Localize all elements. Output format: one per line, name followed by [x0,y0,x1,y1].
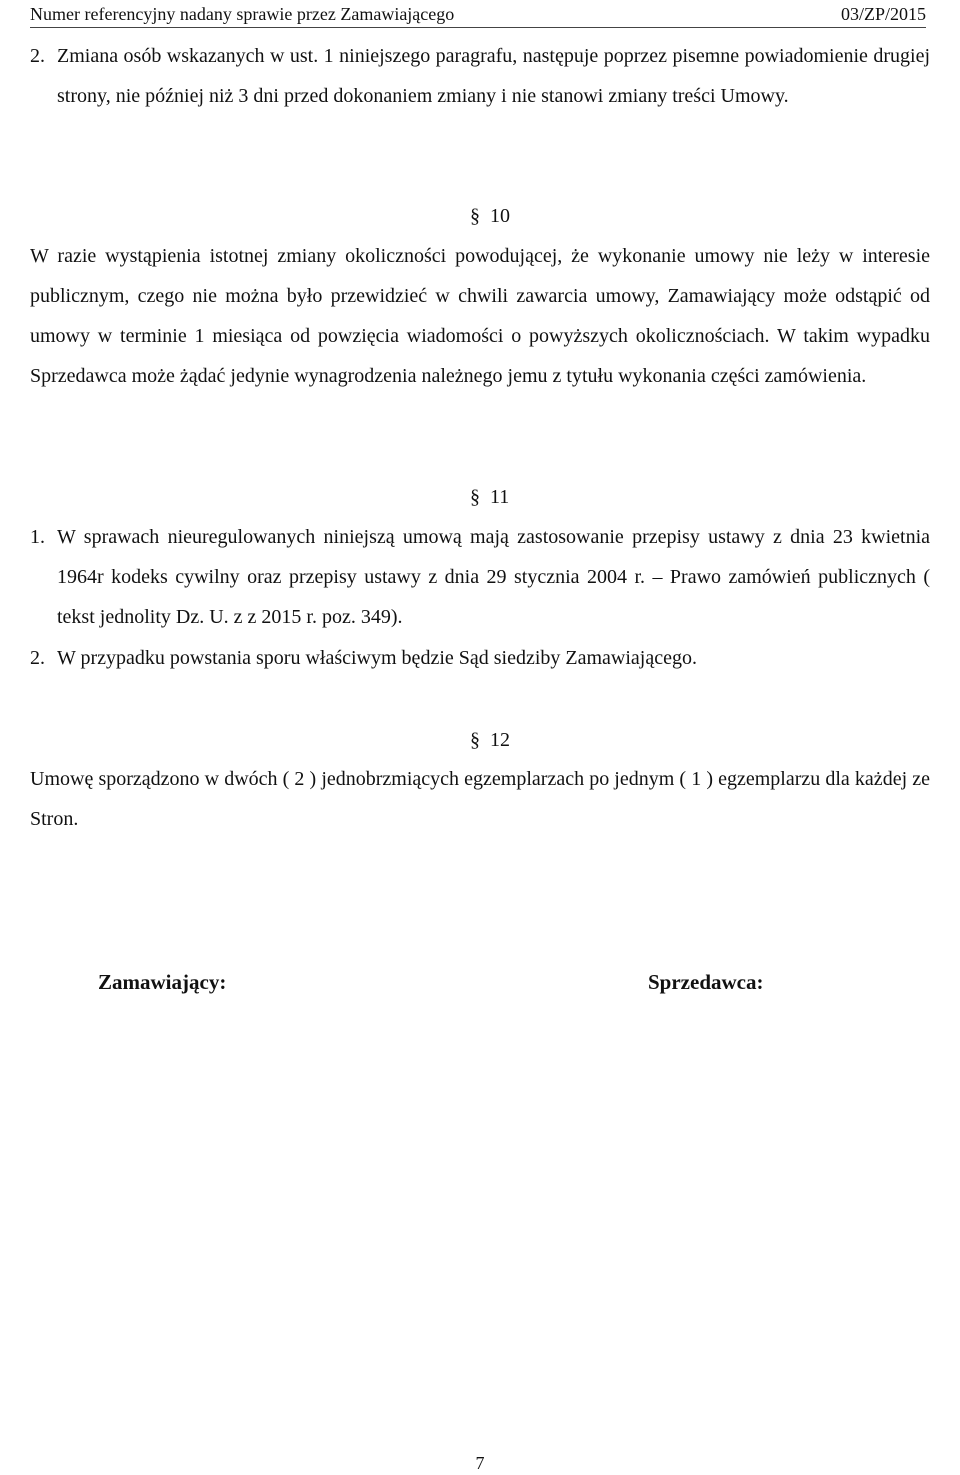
section-10-heading [470,204,510,228]
section-12-body [30,759,930,839]
seller-signature-label: Sprzedawca: [648,970,764,994]
section-11-item-2 [30,638,930,678]
case-number: 03/ZP/2015 [840,4,926,24]
section-symbol: § [470,486,480,508]
page-number: 7 [475,1453,485,1473]
intro-item [30,36,930,116]
section-10-body [30,236,930,396]
section-10-text: W razie wystąpienia istotnej zmiany okoliczności powodującej, że wykonanie umowy nie leży w interesie publicznym, czego nie można było przewidzieć w chwili zawarcia umowy, Zamawiający może odstąpić od umowy w terminie 1 miesiąca od powzięcia wiadomości o powyższych okolicznościach. W takim wypadku Sprzedawca może żądać jedynie wynagrodzenia należnego jemu z tytułu wykonania części zamówienia. [30,245,930,387]
item-number: 2. [30,647,45,669]
item-text: W sprawach nieuregulowanych niniejszą umową mają zastosowanie przepisy ustawy z dnia 23 kwietnia 1964r kodeks cywilny oraz przepisy ustawy z dnia 29 stycznia 2004 r. – Prawo zamówień publicznych ( tekst jednolity Dz. U. z z 2015 r. poz. 349). [57,526,930,628]
page-header [30,0,926,28]
intro-item-text: Zmiana osób wskazanych w ust. 1 niniejszego paragrafu, następuje poprzez pisemne powiadomienie drugiej strony, nie później niż 3 dni przed dokonaniem zmiany i nie stanowi zmiany treści Umowy. [57,45,930,107]
item-text: W przypadku powstania sporu właściwym będzie Sąd siedziby Zamawiającego. [57,647,697,669]
section-symbol: § [470,205,480,227]
section-number: 12 [490,729,510,751]
section-number: 11 [490,486,510,508]
reference-number-label: Numer referencyjny nadany sprawie przez Zamawiającego [30,4,455,24]
intro-item-number: 2. [30,45,45,67]
section-number: 10 [490,205,510,227]
item-number: 1. [30,526,45,548]
section-12-heading [470,728,510,752]
buyer-signature-label: Zamawiający: [98,970,227,994]
section-11-heading [470,485,509,509]
section-12-text: Umowę sporządzono w dwóch ( 2 ) jednobrzmiących egzemplarzach po jednym ( 1 ) egzemplarzu dla każdej ze Stron. [30,768,930,830]
section-11-item-1 [30,517,930,637]
section-symbol: § [470,729,480,751]
